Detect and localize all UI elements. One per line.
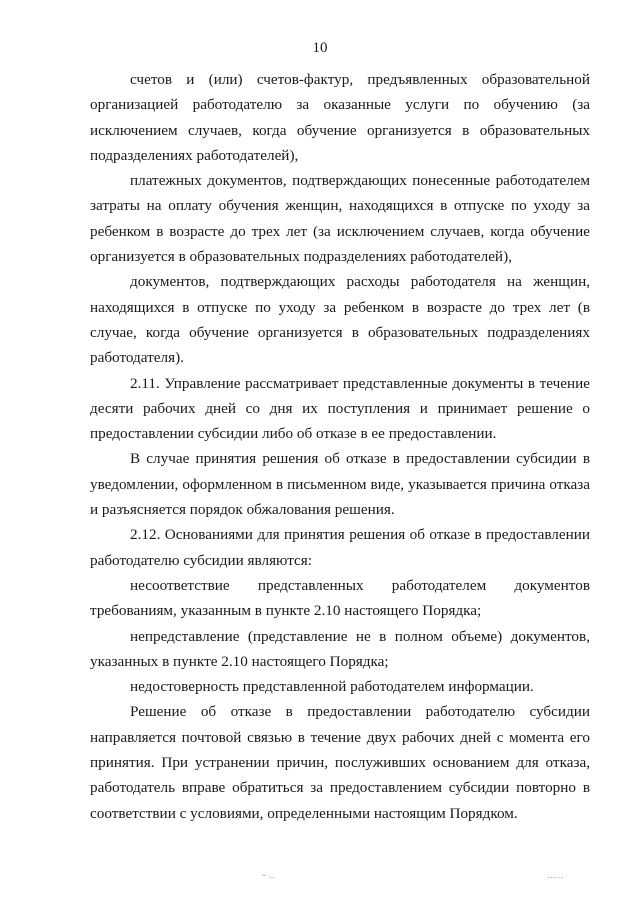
paragraph-nonsubmission: непредставление (представление не в полном объеме) документов, указанных в пункте 2.10 настоящего Порядка;	[90, 627, 590, 670]
paragraph-refusal-decision: Решение об отказе в предоставлении работодателю субсидии направляется почтовой связью в течение двух рабочих дней с момента его принятия. При устранении причин, послуживших основанием для отказа, работодатель вправе обратиться за предоставлением субсидии повторно в соответствии с условиями, определенными настоящим Порядком.	[90, 703, 590, 822]
body-text	[90, 67, 590, 826]
paragraph-payment-documents: платежных документов, подтверждающих понесенные работодателем затраты на оплату обучения женщин, находящихся в отпуске по уходу за ребенком в возрасте до трех лет (за исключением случаев, когда обучение организуется в образовательных подразделениях работодателей),	[90, 172, 590, 266]
paragraph-inaccuracy: недостоверность представленной работодателем информации.	[130, 678, 534, 696]
paragraph-2-11: 2.11. Управление рассматривает представленные документы в течение десяти рабочих дней со дня их поступления и принимает решение о предоставлении субсидии либо об отказе в ее предоставлении.	[90, 374, 590, 443]
footer-mark-left: ~ ..	[262, 872, 276, 880]
page-number: 10	[312, 40, 328, 56]
paragraph-invoices: счетов и (или) счетов-фактур, предъявленных образовательной организацией работодателю за оказанные услуги по обучению (за исключением случаев, когда обучение организуется в образовательных подразделениях работодателей),	[90, 71, 590, 164]
paragraph-refusal-notice: В случае принятия решения об отказе в предоставлении субсидии в уведомлении, оформленном в письменном виде, указывается причина отказа и разъясняется порядок обжалования решения.	[90, 450, 590, 519]
paragraph-nonconformity: несоответствие представленных работодателем документов требованиям, указанным в пункте 2.10 настоящего Порядка;	[90, 576, 590, 620]
paragraph-2-12: 2.12. Основаниями для принятия решения об отказе в предоставлении работодателю субсидии являются:	[90, 526, 590, 569]
footer-mark-right: ......	[548, 872, 565, 880]
paragraph-expense-documents: документов, подтверждающих расходы работодателя на женщин, находящихся в отпуске по уходу за ребенком в возрасте до трех лет (в случае, когда обучение организуется в образовательных подразделениях работодателя).	[90, 273, 590, 367]
